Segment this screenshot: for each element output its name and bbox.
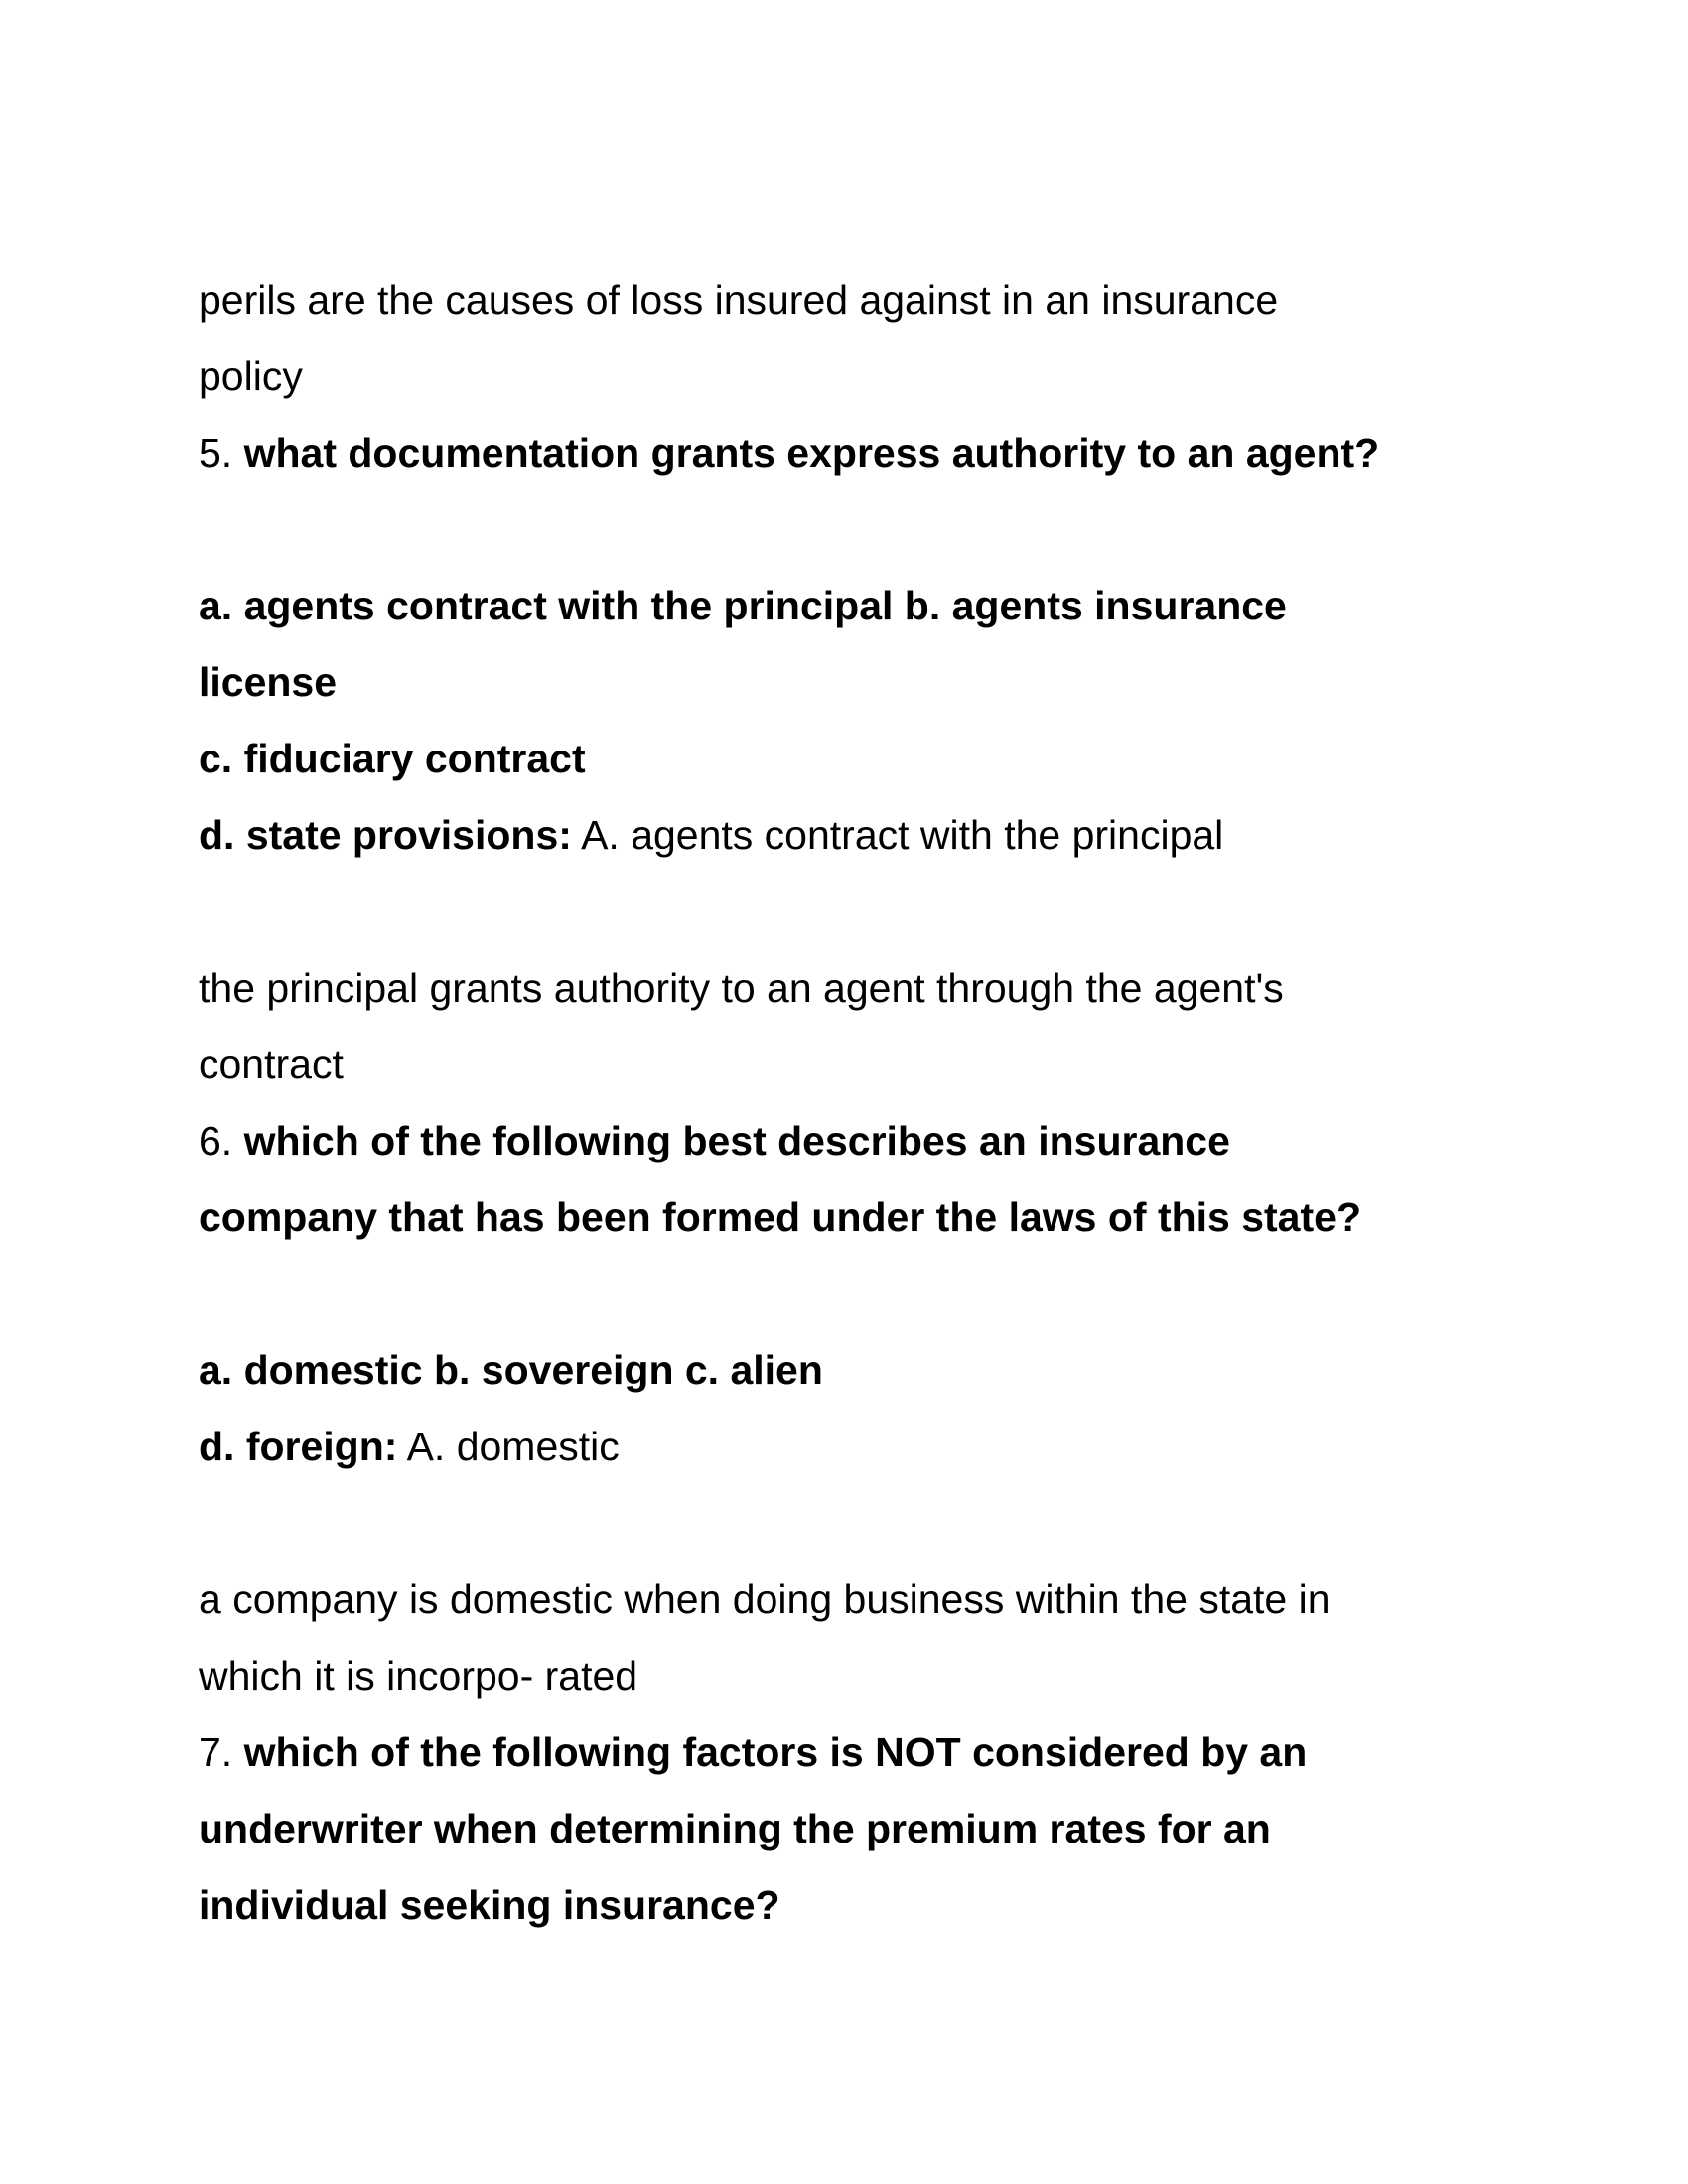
q6-explanation-line-2: which it is incorpo- rated (199, 1653, 638, 1699)
q6-options-line-1: a. domestic b. sovereign c. alien (199, 1347, 823, 1393)
q5-explanation-line-1: the principal grants authority to an agent through the agent's (199, 965, 1284, 1011)
q6-explanation-line-1: a company is domestic when doing business within the state in (199, 1576, 1331, 1622)
spacer (199, 874, 1509, 950)
q5-options-line-3: c. fiduciary contract (199, 736, 586, 781)
q6-question-line-1 (199, 1103, 1509, 1179)
q5-options-line-2: license (199, 659, 338, 705)
q5-option-d-answer (199, 797, 1509, 874)
q5-options-line-1: a. agents contract with the principal b. agents insurance (199, 583, 1287, 628)
q5-option-d: d. state provisions: (199, 812, 572, 858)
q6-number: 6. (199, 1118, 233, 1163)
q5-answer: A. agents contract with the principal (581, 812, 1224, 858)
spacer (199, 1485, 1509, 1562)
q6-answer: A. domestic (406, 1424, 620, 1469)
q4-explanation-line-2: policy (199, 353, 303, 399)
q5-question-text: what documentation grants express authority to an agent? (243, 430, 1380, 476)
q6-option-d: d. foreign: (199, 1424, 398, 1469)
q5-number: 5. (199, 430, 233, 476)
q6-question-text-1: which of the following best describes an insurance (243, 1118, 1230, 1163)
q7-question-line-1 (199, 1714, 1509, 1791)
q7-question-line-2: underwriter when determining the premium rates for an (199, 1806, 1271, 1851)
spacer (199, 491, 1509, 568)
q4-explanation-line-1: perils are the causes of loss insured against in an insurance (199, 277, 1279, 323)
q6-option-d-answer (199, 1409, 1509, 1485)
q7-question-text-1: which of the following factors is NOT considered by an (243, 1729, 1308, 1775)
q6-question-line-2: company that has been formed under the laws of this state? (199, 1194, 1361, 1240)
q5-explanation-line-2: contract (199, 1041, 344, 1087)
q7-question-line-3: individual seeking insurance? (199, 1882, 780, 1928)
q7-number: 7. (199, 1729, 233, 1775)
q5-question (199, 415, 1509, 491)
spacer (199, 1256, 1509, 1332)
page-content (199, 262, 1509, 1944)
